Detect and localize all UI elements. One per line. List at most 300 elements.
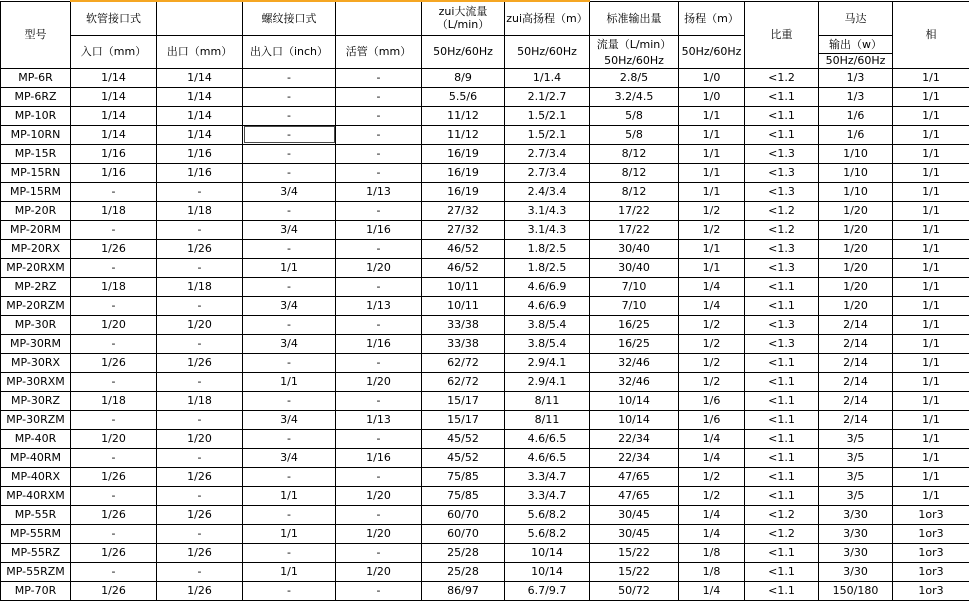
cell-model[interactable]: MP-20R xyxy=(1,201,71,220)
cell-head[interactable]: 1/0 xyxy=(679,87,745,106)
cell-std-output[interactable]: 50/72 xyxy=(590,581,679,600)
cell-inlet-mm[interactable]: 1/26 xyxy=(71,581,157,600)
cell-outlet-mm[interactable]: 1/26 xyxy=(157,467,243,486)
cell-std-output[interactable]: 15/22 xyxy=(590,543,679,562)
cell-gravity[interactable]: <1.2 xyxy=(745,201,819,220)
cell-phase[interactable]: 1/1 xyxy=(893,448,969,467)
cell-model[interactable]: MP-55RM xyxy=(1,524,71,543)
cell-max-head[interactable]: 1.5/2.1 xyxy=(505,125,590,144)
cell-head[interactable]: 1/4 xyxy=(679,448,745,467)
cell-union-mm[interactable]: 1/16 xyxy=(336,334,422,353)
cell-head[interactable]: 1/4 xyxy=(679,581,745,600)
cell-gravity[interactable]: <1.3 xyxy=(745,182,819,201)
cell-max-flow[interactable]: 46/52 xyxy=(422,239,505,258)
cell-std-output[interactable]: 7/10 xyxy=(590,277,679,296)
cell-gravity[interactable]: <1.3 xyxy=(745,258,819,277)
cell-inlet-mm[interactable]: 1/14 xyxy=(71,68,157,87)
cell-head[interactable]: 1/1 xyxy=(679,182,745,201)
cell-union-mm[interactable]: 1/20 xyxy=(336,372,422,391)
cell-max-flow[interactable]: 45/52 xyxy=(422,448,505,467)
cell-union-mm[interactable]: 1/20 xyxy=(336,258,422,277)
cell-motor-output[interactable]: 1/10 xyxy=(819,182,893,201)
cell-phase[interactable]: 1/1 xyxy=(893,391,969,410)
cell-motor-output[interactable]: 3/30 xyxy=(819,543,893,562)
cell-union-mm[interactable]: - xyxy=(336,391,422,410)
header-max-flow[interactable]: zui大流量（L/min） xyxy=(422,1,505,35)
cell-inout-inch[interactable]: 3/4 xyxy=(243,296,336,315)
cell-motor-output[interactable]: 3/5 xyxy=(819,448,893,467)
cell-max-head[interactable]: 3.1/4.3 xyxy=(505,201,590,220)
header-max-head-hz[interactable]: 50Hz/60Hz xyxy=(505,35,590,68)
cell-inout-inch[interactable]: - xyxy=(243,391,336,410)
cell-model[interactable]: MP-10RN xyxy=(1,125,71,144)
cell-motor-output[interactable]: 2/14 xyxy=(819,315,893,334)
cell-inlet-mm[interactable]: - xyxy=(71,182,157,201)
cell-max-head[interactable]: 1.8/2.5 xyxy=(505,239,590,258)
cell-union-mm[interactable]: - xyxy=(336,239,422,258)
cell-phase[interactable]: 1/1 xyxy=(893,87,969,106)
cell-union-mm[interactable]: - xyxy=(336,315,422,334)
cell-motor-output[interactable]: 3/30 xyxy=(819,562,893,581)
cell-max-head[interactable]: 8/11 xyxy=(505,410,590,429)
header-hose-group[interactable]: 软管接口式 xyxy=(71,1,157,35)
cell-max-flow[interactable]: 27/32 xyxy=(422,220,505,239)
header-gravity[interactable]: 比重 xyxy=(745,1,819,68)
cell-motor-output[interactable]: 1/20 xyxy=(819,220,893,239)
cell-max-head[interactable]: 3.3/4.7 xyxy=(505,467,590,486)
cell-inout-inch[interactable]: - xyxy=(243,68,336,87)
cell-phase[interactable]: 1or3 xyxy=(893,562,969,581)
cell-gravity[interactable]: <1.3 xyxy=(745,144,819,163)
cell-std-output[interactable]: 30/45 xyxy=(590,505,679,524)
cell-phase[interactable]: 1or3 xyxy=(893,543,969,562)
cell-union-mm[interactable]: - xyxy=(336,353,422,372)
cell-union-mm[interactable]: - xyxy=(336,543,422,562)
cell-outlet-mm[interactable]: - xyxy=(157,524,243,543)
cell-outlet-mm[interactable]: - xyxy=(157,372,243,391)
cell-head[interactable]: 1/2 xyxy=(679,467,745,486)
cell-head[interactable]: 1/1 xyxy=(679,125,745,144)
cell-union-mm[interactable]: - xyxy=(336,125,422,144)
header-inlet-mm[interactable]: 入口（mm） xyxy=(71,35,157,68)
cell-inout-inch[interactable]: - xyxy=(243,429,336,448)
cell-max-flow[interactable]: 15/17 xyxy=(422,410,505,429)
cell-gravity[interactable]: <1.1 xyxy=(745,486,819,505)
cell-gravity[interactable]: <1.1 xyxy=(745,391,819,410)
cell-union-mm[interactable]: - xyxy=(336,429,422,448)
cell-std-output[interactable]: 17/22 xyxy=(590,201,679,220)
cell-phase[interactable]: 1/1 xyxy=(893,486,969,505)
cell-gravity[interactable]: <1.1 xyxy=(745,410,819,429)
cell-max-head[interactable]: 4.6/6.5 xyxy=(505,448,590,467)
cell-union-mm[interactable]: - xyxy=(336,106,422,125)
cell-inlet-mm[interactable]: 1/26 xyxy=(71,505,157,524)
cell-union-mm[interactable]: - xyxy=(336,505,422,524)
cell-inlet-mm[interactable]: - xyxy=(71,524,157,543)
cell-model[interactable]: MP-40RXM xyxy=(1,486,71,505)
cell-phase[interactable]: 1/1 xyxy=(893,125,969,144)
header-flow-unit[interactable]: 流量（L/min） xyxy=(590,35,679,53)
cell-max-flow[interactable]: 86/97 xyxy=(422,581,505,600)
cell-outlet-mm[interactable]: - xyxy=(157,448,243,467)
cell-max-head[interactable]: 3.3/4.7 xyxy=(505,486,590,505)
cell-std-output[interactable]: 16/25 xyxy=(590,334,679,353)
cell-inout-inch[interactable]: - xyxy=(243,201,336,220)
cell-max-flow[interactable]: 11/12 xyxy=(422,106,505,125)
cell-union-mm[interactable]: 1/16 xyxy=(336,448,422,467)
cell-outlet-mm[interactable]: 1/20 xyxy=(157,315,243,334)
header-motor[interactable]: 马达 xyxy=(819,1,893,35)
cell-phase[interactable]: 1/1 xyxy=(893,429,969,448)
cell-max-flow[interactable]: 45/52 xyxy=(422,429,505,448)
cell-inlet-mm[interactable]: - xyxy=(71,258,157,277)
cell-model[interactable]: MP-6RZ xyxy=(1,87,71,106)
cell-outlet-mm[interactable]: 1/14 xyxy=(157,68,243,87)
cell-max-flow[interactable]: 60/70 xyxy=(422,505,505,524)
cell-inlet-mm[interactable]: - xyxy=(71,220,157,239)
cell-gravity[interactable]: <1.1 xyxy=(745,125,819,144)
cell-motor-output[interactable]: 1/3 xyxy=(819,87,893,106)
cell-phase[interactable]: 1/1 xyxy=(893,467,969,486)
cell-motor-output[interactable]: 2/14 xyxy=(819,410,893,429)
cell-inlet-mm[interactable]: 1/26 xyxy=(71,543,157,562)
cell-model[interactable]: MP-20RX xyxy=(1,239,71,258)
cell-inlet-mm[interactable]: 1/16 xyxy=(71,144,157,163)
cell-outlet-mm[interactable]: - xyxy=(157,410,243,429)
cell-inlet-mm[interactable]: 1/26 xyxy=(71,353,157,372)
cell-outlet-mm[interactable]: - xyxy=(157,296,243,315)
cell-inlet-mm[interactable]: 1/26 xyxy=(71,467,157,486)
cell-gravity[interactable]: <1.3 xyxy=(745,315,819,334)
cell-inlet-mm[interactable]: - xyxy=(71,448,157,467)
cell-max-flow[interactable]: 11/12 xyxy=(422,125,505,144)
cell-union-mm[interactable]: - xyxy=(336,87,422,106)
cell-max-head[interactable]: 4.6/6.9 xyxy=(505,296,590,315)
cell-gravity[interactable]: <1.1 xyxy=(745,543,819,562)
cell-head[interactable]: 1/2 xyxy=(679,201,745,220)
cell-outlet-mm[interactable]: - xyxy=(157,182,243,201)
cell-gravity[interactable]: <1.1 xyxy=(745,562,819,581)
cell-max-head[interactable]: 2.4/3.4 xyxy=(505,182,590,201)
cell-gravity[interactable]: <1.1 xyxy=(745,429,819,448)
cell-max-flow[interactable]: 25/28 xyxy=(422,562,505,581)
cell-model[interactable]: MP-55R xyxy=(1,505,71,524)
cell-max-flow[interactable]: 10/11 xyxy=(422,296,505,315)
cell-std-output[interactable]: 16/25 xyxy=(590,315,679,334)
cell-inout-inch[interactable]: 1/1 xyxy=(243,372,336,391)
cell-motor-output[interactable]: 3/30 xyxy=(819,524,893,543)
cell-inout-inch[interactable]: 3/4 xyxy=(243,410,336,429)
cell-max-flow[interactable]: 33/38 xyxy=(422,334,505,353)
cell-motor-output[interactable]: 2/14 xyxy=(819,334,893,353)
cell-max-head[interactable]: 2.9/4.1 xyxy=(505,372,590,391)
cell-max-head[interactable]: 2.1/2.7 xyxy=(505,87,590,106)
cell-phase[interactable]: 1or3 xyxy=(893,505,969,524)
cell-max-flow[interactable]: 16/19 xyxy=(422,182,505,201)
cell-motor-output[interactable]: 1/20 xyxy=(819,239,893,258)
cell-max-flow[interactable]: 8/9 xyxy=(422,68,505,87)
cell-outlet-mm[interactable]: 1/16 xyxy=(157,163,243,182)
cell-max-head[interactable]: 4.6/6.5 xyxy=(505,429,590,448)
cell-union-mm[interactable]: - xyxy=(336,201,422,220)
cell-head[interactable]: 1/6 xyxy=(679,391,745,410)
header-model[interactable]: 型号 xyxy=(1,1,71,68)
cell-union-mm[interactable]: 1/13 xyxy=(336,182,422,201)
cell-inlet-mm[interactable]: - xyxy=(71,486,157,505)
cell-std-output[interactable]: 30/40 xyxy=(590,258,679,277)
cell-union-mm[interactable]: 1/20 xyxy=(336,562,422,581)
cell-inlet-mm[interactable]: 1/18 xyxy=(71,201,157,220)
cell-head[interactable]: 1/4 xyxy=(679,429,745,448)
cell-model[interactable]: MP-2RZ xyxy=(1,277,71,296)
cell-head[interactable]: 1/2 xyxy=(679,372,745,391)
cell-std-output[interactable]: 8/12 xyxy=(590,163,679,182)
header-outlet-mm[interactable]: 出口（mm） xyxy=(157,35,243,68)
cell-head[interactable]: 1/0 xyxy=(679,68,745,87)
cell-std-output[interactable]: 17/22 xyxy=(590,220,679,239)
cell-outlet-mm[interactable]: - xyxy=(157,334,243,353)
cell-max-head[interactable]: 10/14 xyxy=(505,562,590,581)
cell-motor-output[interactable]: 3/5 xyxy=(819,467,893,486)
cell-gravity[interactable]: <1.1 xyxy=(745,448,819,467)
header-std-output[interactable]: 标准输出量 xyxy=(590,1,679,35)
cell-outlet-mm[interactable]: 1/26 xyxy=(157,239,243,258)
cell-max-flow[interactable]: 60/70 xyxy=(422,524,505,543)
cell-model[interactable]: MP-10R xyxy=(1,106,71,125)
cell-head[interactable]: 1/2 xyxy=(679,353,745,372)
cell-outlet-mm[interactable]: - xyxy=(157,220,243,239)
cell-outlet-mm[interactable]: 1/14 xyxy=(157,106,243,125)
cell-inlet-mm[interactable]: - xyxy=(71,562,157,581)
cell-max-head[interactable]: 3.8/5.4 xyxy=(505,334,590,353)
cell-motor-output[interactable]: 1/20 xyxy=(819,258,893,277)
cell-phase[interactable]: 1/1 xyxy=(893,334,969,353)
cell-union-mm[interactable]: 1/20 xyxy=(336,524,422,543)
cell-inout-inch[interactable]: 3/4 xyxy=(243,334,336,353)
header-phase[interactable]: 相 xyxy=(893,1,969,68)
cell-inlet-mm[interactable]: 1/18 xyxy=(71,391,157,410)
cell-std-output[interactable]: 30/45 xyxy=(590,524,679,543)
cell-gravity[interactable]: <1.1 xyxy=(745,372,819,391)
cell-model[interactable]: MP-70R xyxy=(1,581,71,600)
cell-inout-inch[interactable]: - xyxy=(243,163,336,182)
cell-max-flow[interactable]: 10/11 xyxy=(422,277,505,296)
cell-phase[interactable]: 1/1 xyxy=(893,353,969,372)
cell-inlet-mm[interactable]: 1/20 xyxy=(71,315,157,334)
cell-union-mm[interactable]: - xyxy=(336,163,422,182)
cell-motor-output[interactable]: 1/20 xyxy=(819,201,893,220)
cell-gravity[interactable]: <1.1 xyxy=(745,296,819,315)
cell-inlet-mm[interactable]: - xyxy=(71,334,157,353)
cell-motor-output[interactable]: 1/6 xyxy=(819,125,893,144)
cell-max-head[interactable]: 8/11 xyxy=(505,391,590,410)
cell-union-mm[interactable]: 1/13 xyxy=(336,410,422,429)
cell-std-output[interactable]: 47/65 xyxy=(590,467,679,486)
cell-model[interactable]: MP-20RM xyxy=(1,220,71,239)
cell-phase[interactable]: 1/1 xyxy=(893,315,969,334)
cell-model[interactable]: MP-40R xyxy=(1,429,71,448)
cell-gravity[interactable]: <1.1 xyxy=(745,467,819,486)
cell-phase[interactable]: 1/1 xyxy=(893,372,969,391)
cell-motor-output[interactable]: 2/14 xyxy=(819,391,893,410)
cell-phase[interactable]: 1or3 xyxy=(893,524,969,543)
header-union-mm[interactable]: 活管（mm） xyxy=(336,35,422,68)
cell-phase[interactable]: 1/1 xyxy=(893,106,969,125)
cell-outlet-mm[interactable]: 1/16 xyxy=(157,144,243,163)
cell-max-flow[interactable]: 62/72 xyxy=(422,353,505,372)
cell-model[interactable]: MP-20RXM xyxy=(1,258,71,277)
cell-model[interactable]: MP-30RM xyxy=(1,334,71,353)
cell-union-mm[interactable]: - xyxy=(336,68,422,87)
cell-outlet-mm[interactable]: 1/18 xyxy=(157,201,243,220)
cell-motor-output[interactable]: 150/180 xyxy=(819,581,893,600)
cell-std-output[interactable]: 30/40 xyxy=(590,239,679,258)
cell-head[interactable]: 1/2 xyxy=(679,220,745,239)
cell-gravity[interactable]: <1.2 xyxy=(745,220,819,239)
cell-max-flow[interactable]: 46/52 xyxy=(422,258,505,277)
cell-gravity[interactable]: <1.2 xyxy=(745,524,819,543)
cell-max-head[interactable]: 6.7/9.7 xyxy=(505,581,590,600)
header-head-hz[interactable]: 50Hz/60Hz xyxy=(679,35,745,68)
cell-inout-inch[interactable]: - xyxy=(243,144,336,163)
cell-gravity[interactable]: <1.1 xyxy=(745,353,819,372)
cell-head[interactable]: 1/4 xyxy=(679,524,745,543)
cell-inout-inch[interactable]: 3/4 xyxy=(243,182,336,201)
cell-union-mm[interactable]: 1/16 xyxy=(336,220,422,239)
cell-inout-inch[interactable]: - xyxy=(243,277,336,296)
cell-inout-inch[interactable]: - xyxy=(243,239,336,258)
cell-outlet-mm[interactable]: - xyxy=(157,258,243,277)
cell-max-head[interactable]: 4.6/6.9 xyxy=(505,277,590,296)
selected-cell[interactable]: - xyxy=(243,125,336,144)
cell-model[interactable]: MP-15RM xyxy=(1,182,71,201)
cell-phase[interactable]: 1/1 xyxy=(893,220,969,239)
cell-model[interactable]: MP-30RX xyxy=(1,353,71,372)
cell-head[interactable]: 1/2 xyxy=(679,315,745,334)
cell-gravity[interactable]: <1.1 xyxy=(745,277,819,296)
cell-std-output[interactable]: 22/34 xyxy=(590,448,679,467)
cell-head[interactable]: 1/6 xyxy=(679,410,745,429)
cell-model[interactable]: MP-30R xyxy=(1,315,71,334)
cell-motor-output[interactable]: 1/10 xyxy=(819,163,893,182)
cell-outlet-mm[interactable]: 1/18 xyxy=(157,277,243,296)
cell-motor-output[interactable]: 3/5 xyxy=(819,486,893,505)
cell-std-output[interactable]: 10/14 xyxy=(590,410,679,429)
cell-gravity[interactable]: <1.1 xyxy=(745,581,819,600)
cell-union-mm[interactable]: - xyxy=(336,467,422,486)
cell-phase[interactable]: 1/1 xyxy=(893,68,969,87)
cell-max-head[interactable]: 1/1.4 xyxy=(505,68,590,87)
cell-motor-output[interactable]: 1/3 xyxy=(819,68,893,87)
cell-std-output[interactable]: 7/10 xyxy=(590,296,679,315)
cell-max-head[interactable]: 5.6/8.2 xyxy=(505,524,590,543)
cell-max-flow[interactable]: 5.5/6 xyxy=(422,87,505,106)
cell-std-output[interactable]: 2.8/5 xyxy=(590,68,679,87)
cell-head[interactable]: 1/1 xyxy=(679,144,745,163)
cell-gravity[interactable]: <1.3 xyxy=(745,163,819,182)
cell-max-head[interactable]: 2.9/4.1 xyxy=(505,353,590,372)
cell-max-head[interactable]: 2.7/3.4 xyxy=(505,163,590,182)
cell-inlet-mm[interactable]: 1/14 xyxy=(71,106,157,125)
cell-inout-inch[interactable]: 1/1 xyxy=(243,258,336,277)
cell-motor-output[interactable]: 3/30 xyxy=(819,505,893,524)
cell-model[interactable]: MP-40RM xyxy=(1,448,71,467)
cell-union-mm[interactable]: - xyxy=(336,581,422,600)
cell-model[interactable]: MP-15RN xyxy=(1,163,71,182)
cell-max-head[interactable]: 5.6/8.2 xyxy=(505,505,590,524)
cell-motor-output[interactable]: 1/20 xyxy=(819,277,893,296)
cell-max-flow[interactable]: 27/32 xyxy=(422,201,505,220)
cell-outlet-mm[interactable]: 1/14 xyxy=(157,87,243,106)
cell-inout-inch[interactable]: - xyxy=(243,87,336,106)
cell-outlet-mm[interactable]: 1/26 xyxy=(157,505,243,524)
cell-motor-output[interactable]: 2/14 xyxy=(819,372,893,391)
cell-max-flow[interactable]: 16/19 xyxy=(422,144,505,163)
cell-inlet-mm[interactable]: - xyxy=(71,372,157,391)
cell-model[interactable]: MP-30RXM xyxy=(1,372,71,391)
cell-inout-inch[interactable]: - xyxy=(243,106,336,125)
cell-inout-inch[interactable]: 1/1 xyxy=(243,524,336,543)
cell-gravity[interactable]: <1.3 xyxy=(745,334,819,353)
cell-max-head[interactable]: 1.5/2.1 xyxy=(505,106,590,125)
cell-model[interactable]: MP-55RZM xyxy=(1,562,71,581)
header-max-head[interactable]: zui高扬程（m） xyxy=(505,1,590,35)
cell-union-mm[interactable]: - xyxy=(336,144,422,163)
cell-head[interactable]: 1/4 xyxy=(679,296,745,315)
header-motor-output[interactable]: 输出（w） xyxy=(819,35,893,53)
cell-head[interactable]: 1/1 xyxy=(679,258,745,277)
cell-outlet-mm[interactable]: 1/26 xyxy=(157,543,243,562)
cell-head[interactable]: 1/2 xyxy=(679,334,745,353)
cell-max-flow[interactable]: 62/72 xyxy=(422,372,505,391)
cell-phase[interactable]: 1/1 xyxy=(893,239,969,258)
cell-max-flow[interactable]: 75/85 xyxy=(422,467,505,486)
cell-model[interactable]: MP-6R xyxy=(1,68,71,87)
cell-phase[interactable]: 1/1 xyxy=(893,163,969,182)
cell-motor-output[interactable]: 1/10 xyxy=(819,144,893,163)
cell-union-mm[interactable]: - xyxy=(336,277,422,296)
cell-std-output[interactable]: 8/12 xyxy=(590,144,679,163)
cell-inlet-mm[interactable]: 1/18 xyxy=(71,277,157,296)
cell-phase[interactable]: 1/1 xyxy=(893,144,969,163)
cell-max-flow[interactable]: 15/17 xyxy=(422,391,505,410)
header-motor-hz[interactable]: 50Hz/60Hz xyxy=(819,53,893,68)
cell-gravity[interactable]: <1.1 xyxy=(745,87,819,106)
cell-model[interactable]: MP-30RZ xyxy=(1,391,71,410)
cell-model[interactable]: MP-30RZM xyxy=(1,410,71,429)
cell-union-mm[interactable]: 1/20 xyxy=(336,486,422,505)
cell-inlet-mm[interactable]: 1/20 xyxy=(71,429,157,448)
cell-inout-inch[interactable]: - xyxy=(243,581,336,600)
cell-outlet-mm[interactable]: 1/26 xyxy=(157,353,243,372)
header-std-output-hz[interactable]: 50Hz/60Hz xyxy=(590,53,679,68)
cell-head[interactable]: 1/8 xyxy=(679,562,745,581)
cell-max-head[interactable]: 3.8/5.4 xyxy=(505,315,590,334)
cell-motor-output[interactable]: 1/6 xyxy=(819,106,893,125)
cell-inout-inch[interactable]: - xyxy=(243,505,336,524)
cell-phase[interactable]: 1/1 xyxy=(893,182,969,201)
cell-inout-inch[interactable]: - xyxy=(243,315,336,334)
cell-phase[interactable]: 1/1 xyxy=(893,277,969,296)
cell-inout-inch[interactable]: - xyxy=(243,353,336,372)
header-thread-group[interactable]: 螺纹接口式 xyxy=(243,1,336,35)
cell-max-flow[interactable]: 75/85 xyxy=(422,486,505,505)
cell-inout-inch[interactable]: 3/4 xyxy=(243,448,336,467)
cell-std-output[interactable]: 15/22 xyxy=(590,562,679,581)
cell-head[interactable]: 1/8 xyxy=(679,543,745,562)
cell-model[interactable]: MP-55RZ xyxy=(1,543,71,562)
cell-std-output[interactable]: 47/65 xyxy=(590,486,679,505)
